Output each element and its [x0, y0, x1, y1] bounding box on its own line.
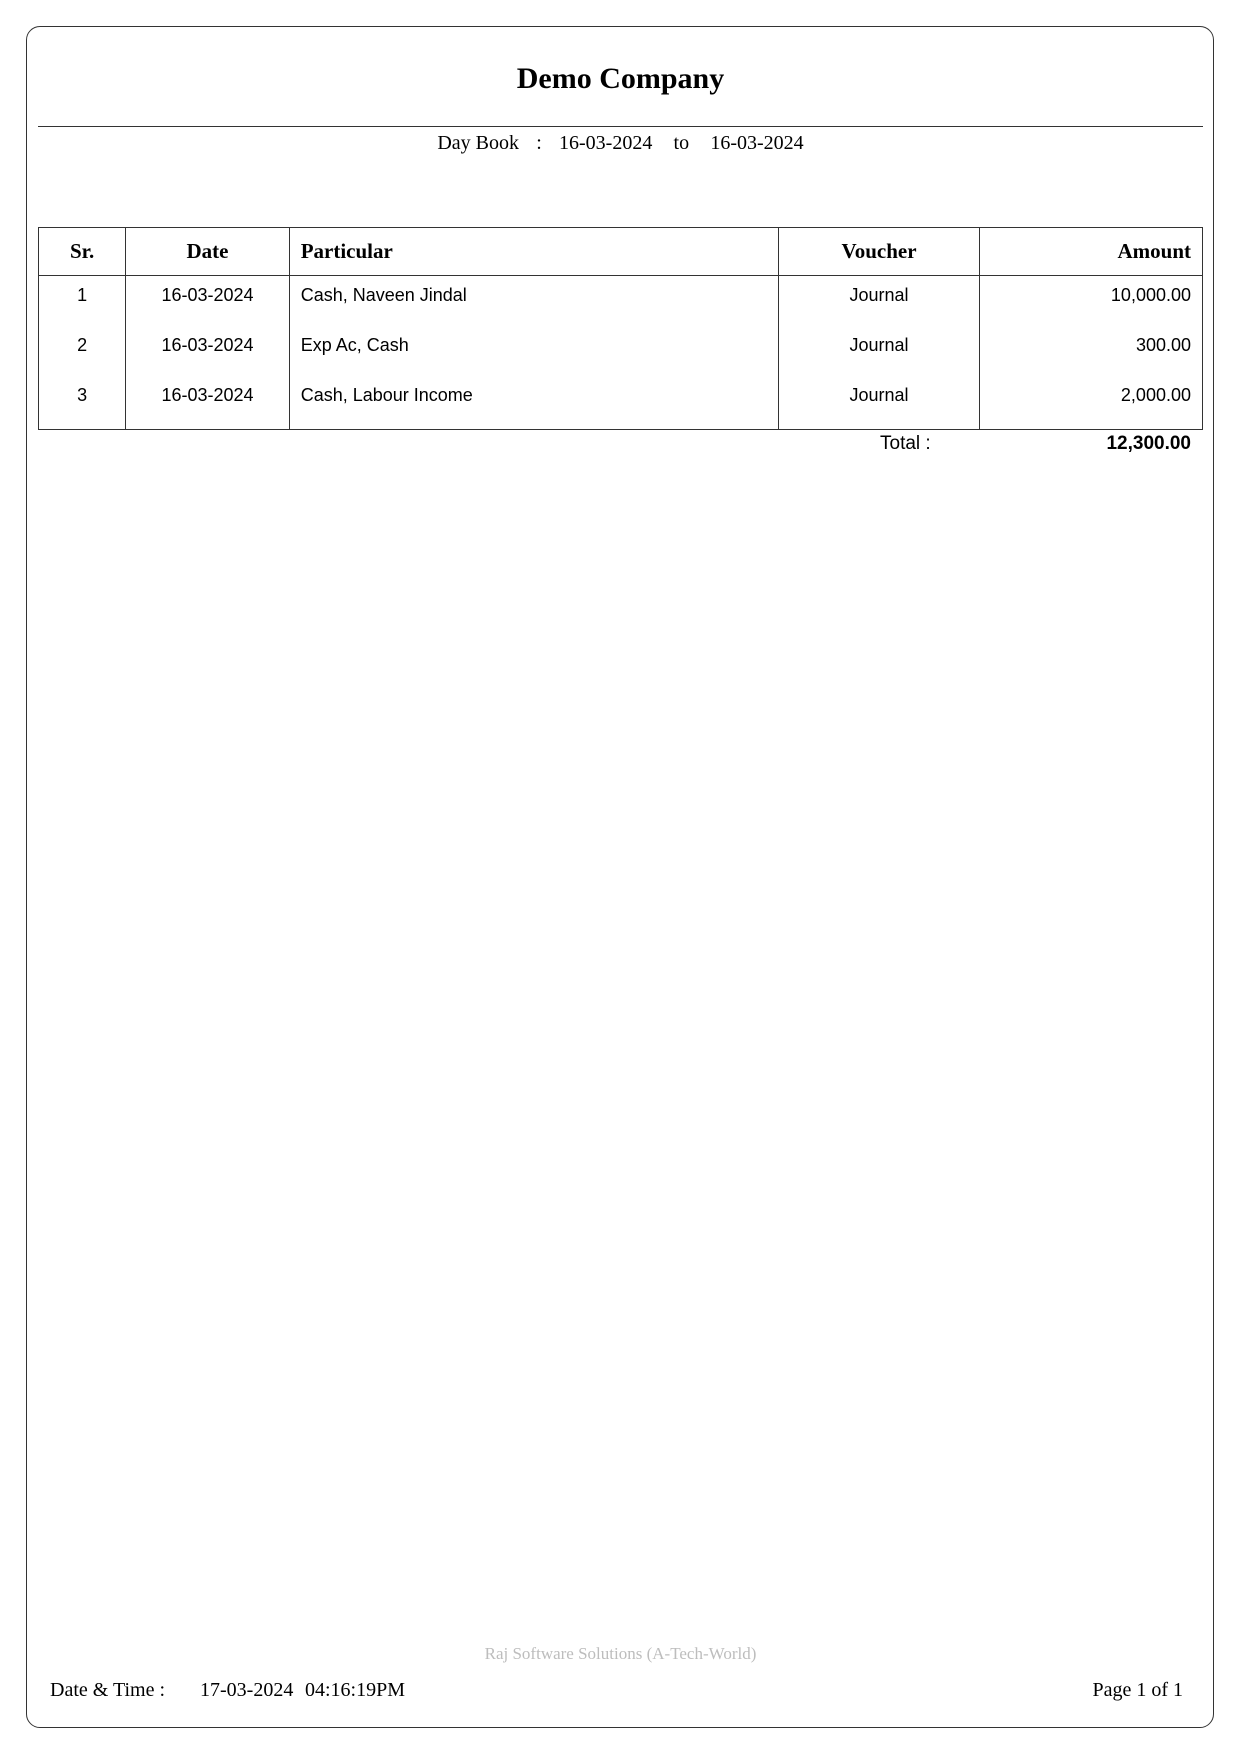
daybook-table — [38, 227, 1203, 430]
cell-sr: 1 — [39, 276, 126, 326]
report-label: Day Book — [437, 132, 519, 154]
datetime-label: Date & Time : — [50, 1679, 166, 1701]
company-name: Demo Company — [516, 62, 725, 95]
print-time: 04:16:19PM — [305, 1679, 406, 1701]
cell-voucher: Journal — [778, 376, 979, 430]
to-word: to — [673, 132, 690, 154]
column-header-voucher: Voucher — [778, 228, 979, 276]
cell-date: 16-03-2024 — [126, 326, 289, 376]
table-row — [39, 376, 1203, 430]
software-watermark: Raj Software Solutions (A-Tech-World) — [484, 1644, 757, 1663]
cell-date: 16-03-2024 — [126, 276, 289, 326]
column-header-amount: Amount — [980, 228, 1203, 276]
to-date: 16-03-2024 — [710, 132, 804, 154]
print-date: 17-03-2024 — [200, 1679, 294, 1701]
cell-date: 16-03-2024 — [126, 376, 289, 430]
cell-particular: Cash, Naveen Jindal — [289, 276, 778, 326]
cell-particular: Cash, Labour Income — [289, 376, 778, 430]
cell-sr: 3 — [39, 376, 126, 430]
cell-sr: 2 — [39, 326, 126, 376]
total-value: 12,300.00 — [1106, 433, 1191, 454]
column-header-sr: Sr. — [39, 228, 126, 276]
cell-voucher: Journal — [778, 326, 979, 376]
header-divider — [38, 126, 1203, 127]
page-number: Page 1 of 1 — [1092, 1679, 1183, 1701]
table-row — [39, 276, 1203, 326]
table-header-row — [39, 228, 1203, 276]
report-separator: : — [536, 132, 542, 154]
column-header-date: Date — [126, 228, 289, 276]
cell-amount: 300.00 — [980, 326, 1203, 376]
cell-voucher: Journal — [778, 276, 979, 326]
total-label: Total : — [880, 433, 931, 454]
report-date-range — [0, 132, 1241, 155]
table-row — [39, 326, 1203, 376]
from-date: 16-03-2024 — [559, 132, 653, 154]
cell-particular: Exp Ac, Cash — [289, 326, 778, 376]
footer-datetime — [50, 1679, 405, 1702]
cell-amount: 2,000.00 — [980, 376, 1203, 430]
cell-amount: 10,000.00 — [980, 276, 1203, 326]
column-header-particular: Particular — [289, 228, 778, 276]
